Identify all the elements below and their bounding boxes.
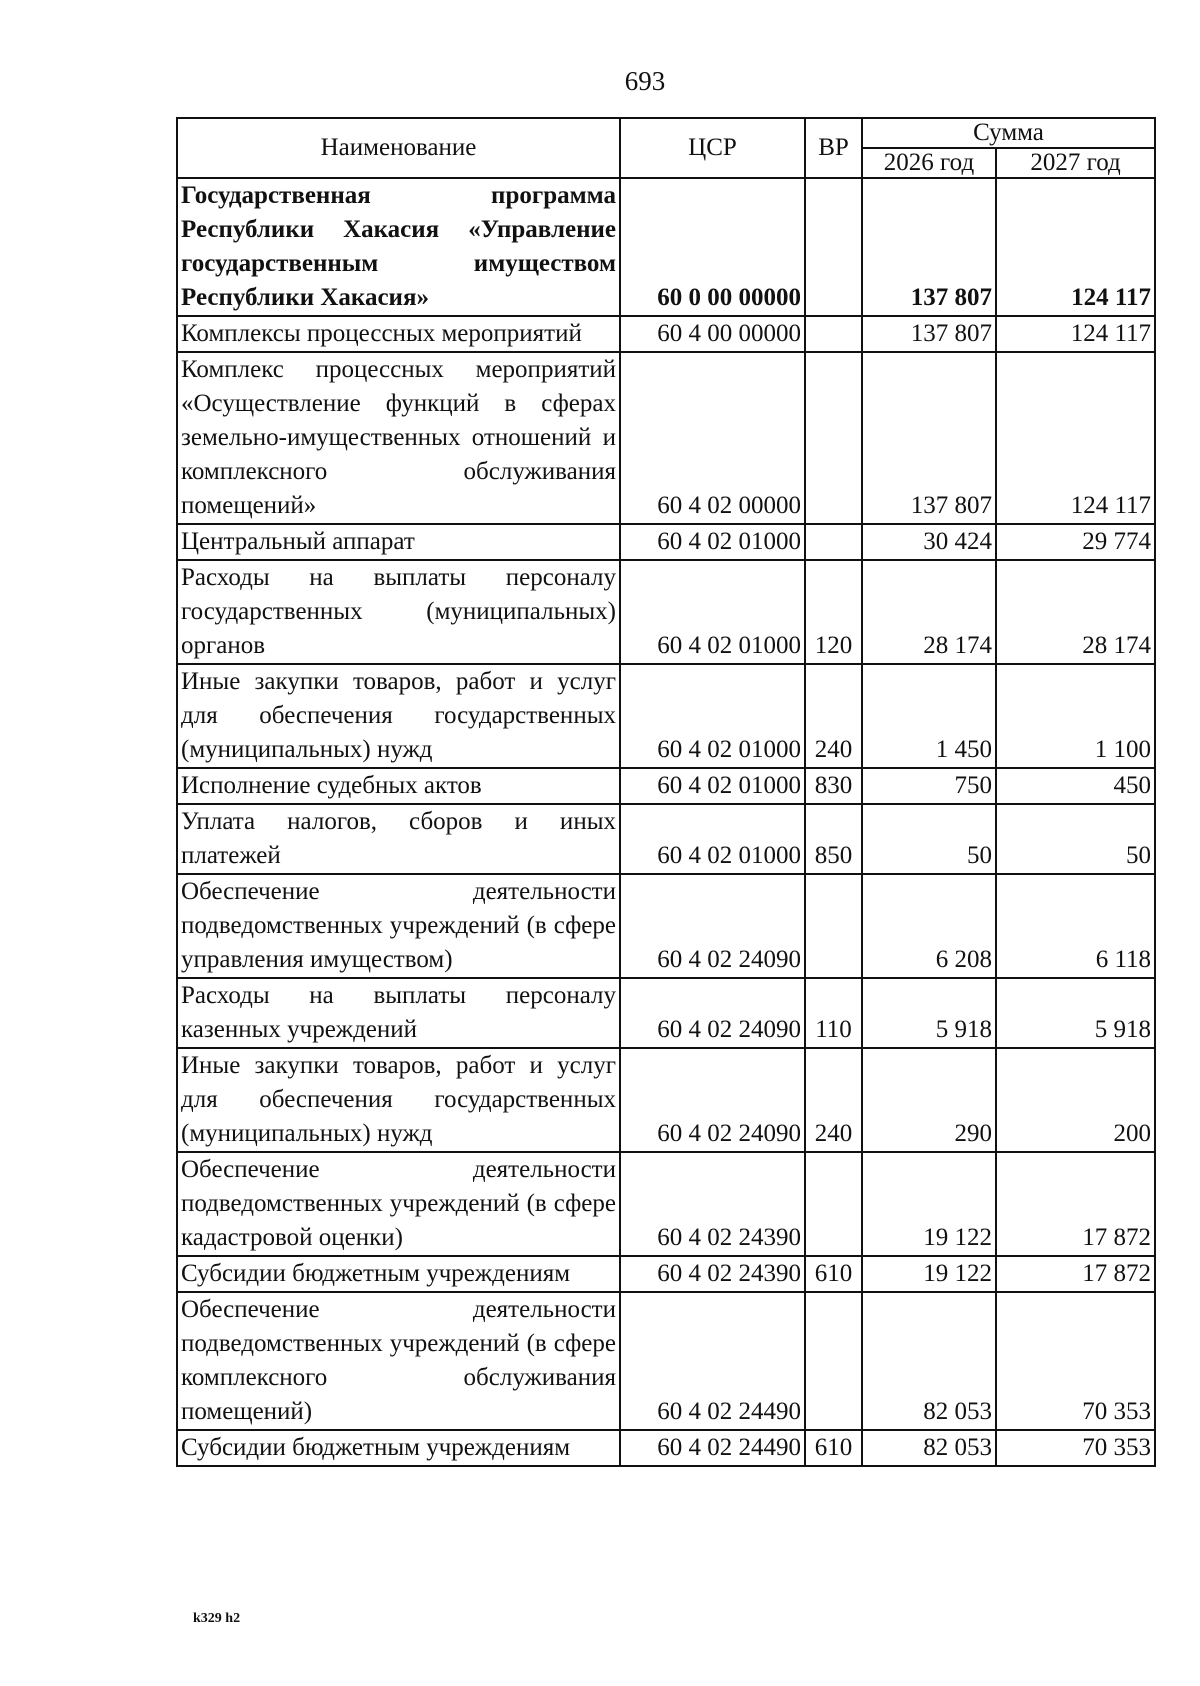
cell-name: Субсидии бюджетным учреждениям [177,1430,620,1466]
cell-2026: 750 [862,768,996,804]
table-row [177,874,1155,978]
cell-csr: 60 4 02 24090 [620,1048,805,1152]
cell-csr: 60 4 02 24390 [620,1152,805,1256]
cell-csr: 60 4 02 01000 [620,768,805,804]
cell-name: Иные закупки товаров, работ и услуг для обеспечения государственных (муниципальных) нужд [177,1048,620,1152]
cell-name: Иные закупки товаров, работ и услуг для обеспечения государственных (муниципальных) нужд [177,664,620,768]
header-sum: Сумма [862,118,1155,148]
cell-vr: 610 [805,1430,862,1466]
cell-2027: 50 [996,804,1155,874]
cell-name: Обеспечение деятельности подведомственных учреждений (в сфере управления имуществом) [177,874,620,978]
cell-csr: 60 4 02 01000 [620,524,805,560]
cell-2027: 124 117 [996,352,1155,524]
cell-2027: 5 918 [996,978,1155,1048]
header-2026: 2026 год [862,148,996,178]
cell-2027: 124 117 [996,178,1155,316]
cell-vr [805,524,862,560]
cell-vr [805,352,862,524]
table-body [177,178,1155,1466]
page-number: 693 [624,66,666,96]
table-row [177,804,1155,874]
header-2027: 2027 год [996,148,1155,178]
cell-name: Обеспечение деятельности подведомственных учреждений (в сфере комплексного обслуживания помещений) [177,1292,620,1430]
cell-vr: 850 [805,804,862,874]
cell-2027: 28 174 [996,560,1155,664]
table-row [177,978,1155,1048]
table-row [177,1152,1155,1256]
cell-name: Уплата налогов, сборов и иных платежей [177,804,620,874]
cell-name: Расходы на выплаты персоналу казенных учреждений [177,978,620,1048]
cell-vr: 110 [805,978,862,1048]
cell-2026: 50 [862,804,996,874]
cell-vr [805,874,862,978]
cell-2027: 17 872 [996,1152,1155,1256]
cell-csr: 60 4 02 24090 [620,874,805,978]
cell-csr: 60 4 02 24390 [620,1256,805,1292]
cell-name: Центральный аппарат [177,524,620,560]
cell-2027: 70 353 [996,1430,1155,1466]
table-row [177,1256,1155,1292]
table-row [177,352,1155,524]
cell-2027: 1 100 [996,664,1155,768]
footer-code: k329 h2 [193,1611,241,1626]
table-row [177,524,1155,560]
cell-2026: 290 [862,1048,996,1152]
cell-2026: 137 807 [862,316,996,352]
cell-2026: 19 122 [862,1256,996,1292]
header-name: Наименование [177,118,620,178]
cell-2027: 6 118 [996,874,1155,978]
cell-2027: 17 872 [996,1256,1155,1292]
header-vr: ВР [805,118,862,178]
table-row [177,1430,1155,1466]
budget-table [176,117,1156,1467]
header-csr: ЦСР [620,118,805,178]
cell-2027: 70 353 [996,1292,1155,1430]
cell-2026: 137 807 [862,352,996,524]
cell-2026: 1 450 [862,664,996,768]
cell-csr: 60 0 00 00000 [620,178,805,316]
cell-vr [805,178,862,316]
cell-2027: 124 117 [996,316,1155,352]
table-row [177,178,1155,316]
table-row [177,664,1155,768]
cell-2026: 82 053 [862,1292,996,1430]
cell-vr [805,316,862,352]
cell-name: Комплекс процессных мероприятий «Осуществление функций в сферах земельно-имущественных отношений и комплексного обслуживания помещений» [177,352,620,524]
cell-csr: 60 4 02 01000 [620,560,805,664]
cell-2026: 19 122 [862,1152,996,1256]
cell-vr: 120 [805,560,862,664]
cell-csr: 60 4 02 01000 [620,664,805,768]
cell-vr [805,1152,862,1256]
cell-2026: 30 424 [862,524,996,560]
table-row [177,1048,1155,1152]
cell-csr: 60 4 02 24490 [620,1430,805,1466]
cell-2027: 29 774 [996,524,1155,560]
cell-2027: 200 [996,1048,1155,1152]
table-row [177,768,1155,804]
cell-csr: 60 4 02 01000 [620,804,805,874]
cell-name: Субсидии бюджетным учреждениям [177,1256,620,1292]
cell-2026: 137 807 [862,178,996,316]
cell-vr: 240 [805,664,862,768]
cell-2026: 28 174 [862,560,996,664]
cell-vr [805,1292,862,1430]
cell-vr: 240 [805,1048,862,1152]
table-row [177,316,1155,352]
table-row [177,1292,1155,1430]
cell-2027: 450 [996,768,1155,804]
cell-csr: 60 4 02 00000 [620,352,805,524]
cell-name: Расходы на выплаты персоналу государственных (муниципальных) органов [177,560,620,664]
cell-vr: 610 [805,1256,862,1292]
cell-name: Комплексы процессных мероприятий [177,316,620,352]
cell-csr: 60 4 00 00000 [620,316,805,352]
cell-csr: 60 4 02 24090 [620,978,805,1048]
cell-csr: 60 4 02 24490 [620,1292,805,1430]
cell-2026: 82 053 [862,1430,996,1466]
cell-2026: 6 208 [862,874,996,978]
cell-name: Исполнение судебных актов [177,768,620,804]
cell-2026: 5 918 [862,978,996,1048]
cell-vr: 830 [805,768,862,804]
table-row [177,560,1155,664]
cell-name: Обеспечение деятельности подведомственных учреждений (в сфере кадастровой оценки) [177,1152,620,1256]
cell-name: Государственная программа Республики Хакасия «Управление государственным имуществом Республики Хакасия» [177,178,620,316]
